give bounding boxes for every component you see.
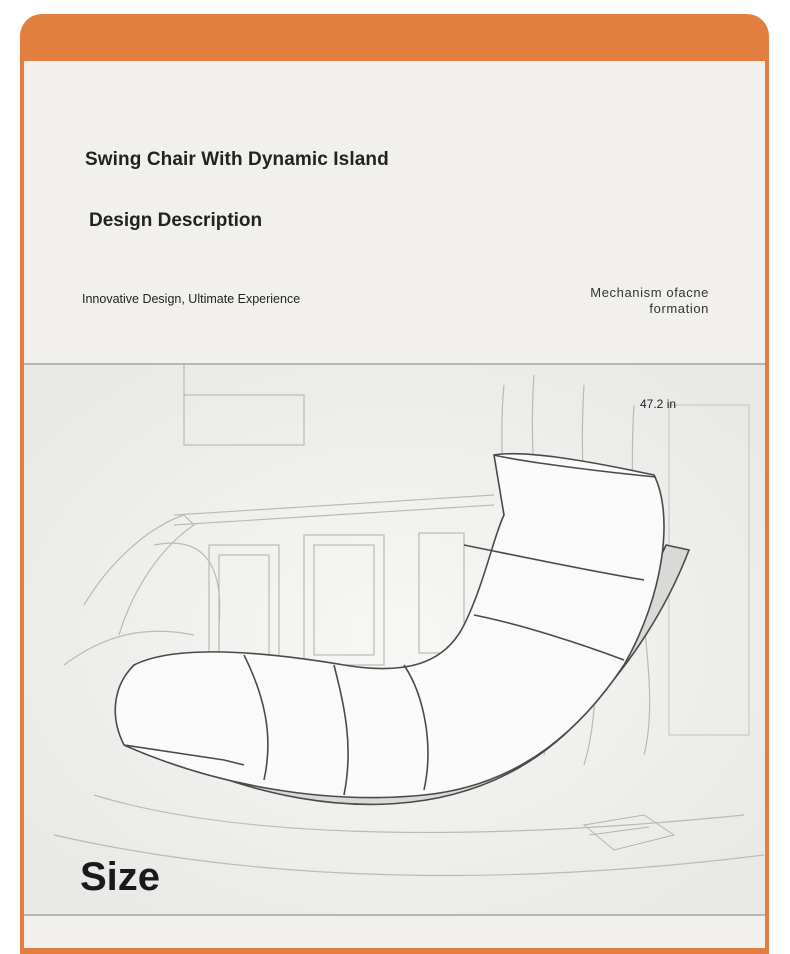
chair-illustration [24, 365, 765, 915]
dimension-label: 47.2 in [640, 397, 677, 411]
product-title: Swing Chair With Dynamic Island [85, 149, 389, 170]
size-heading: Size [80, 855, 161, 899]
content-panel [24, 61, 765, 948]
tagline: Innovative Design, Ultimate Experience [82, 292, 301, 306]
section-subtitle: Design Description [89, 210, 263, 231]
bottom-divider [24, 914, 765, 916]
mechanism-note: Mechanism ofacne formation [590, 285, 709, 316]
